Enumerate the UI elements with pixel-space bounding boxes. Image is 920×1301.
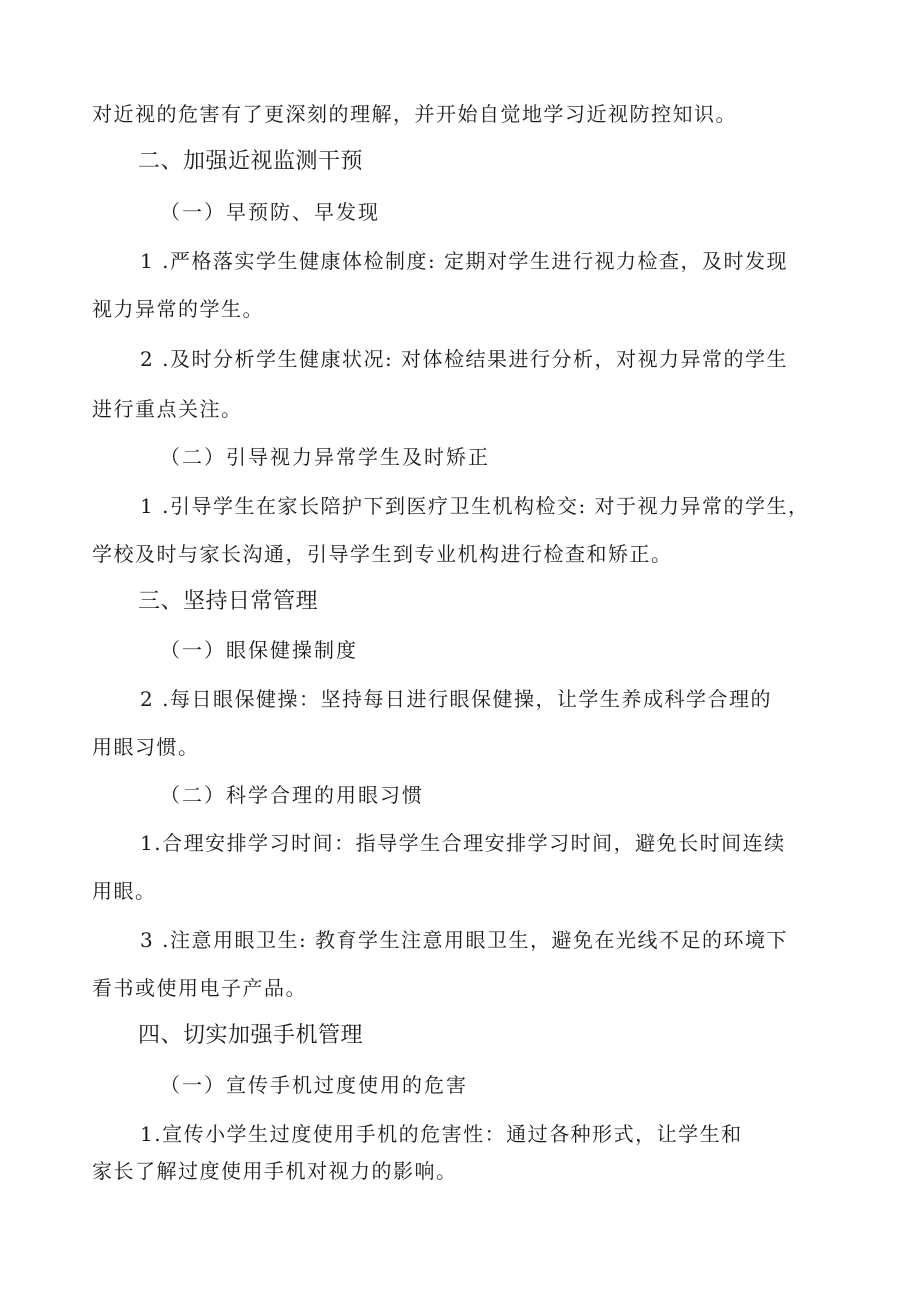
continuation-paragraph: 对近视的危害有了更深刻的理解，并开始自觉地学习近视防控知识。 xyxy=(92,102,737,126)
section-3-sub-2-item-1-line-2: 用眼。 xyxy=(92,879,157,903)
section-2-sub-2-item-1-line-1: 1 .引导学生在家长陪护下到医疗卫生机构检交: 对于视力异常的学生， xyxy=(140,494,810,518)
section-3-heading: 三、坚持日常管理 xyxy=(138,589,319,614)
section-2-sub-1-heading: （一）早预防、早发现 xyxy=(160,200,380,224)
section-3-sub-1-heading: （一）眼保健操制度 xyxy=(160,638,358,662)
section-2-sub-1-item-2-line-1: 2 .及时分析学生健康状况: 对体检结果进行分析，对视力异常的学生 xyxy=(140,347,789,371)
section-2-sub-1-item-1-line-1: 1 .严格落实学生健康体检制度: 定期对学生进行视力检查，及时发现 xyxy=(140,249,789,273)
section-2-sub-1-item-1-line-2: 视力异常的学生。 xyxy=(92,297,264,321)
section-3-sub-2-item-2-line-2: 看书或使用电子产品。 xyxy=(92,976,307,1000)
section-2-sub-2-item-1-line-2: 学校及时与家长沟通，引导学生到专业机构进行检查和矫正。 xyxy=(92,542,673,566)
section-4-heading: 四、切实加强手机管理 xyxy=(138,1023,364,1048)
section-3-sub-1-item-1-line-1: 2 .每日眼保健操：坚持每日进行眼保健操，让学生养成科学合理的 xyxy=(140,687,772,711)
section-3-sub-2-item-2-line-1: 3 .注意用眼卫生: 教育学生注意用眼卫生，避免在光线不足的环境下 xyxy=(140,928,789,952)
section-4-sub-1-heading: （一）宣传手机过度使用的危害 xyxy=(160,1073,468,1097)
section-4-sub-1-item-1-line-2: 家长了解过度使用手机对视力的影响。 xyxy=(92,1159,458,1183)
section-3-sub-2-heading: （二）科学合理的用眼习惯 xyxy=(160,783,424,807)
section-3-sub-1-item-1-line-2: 用眼习惯。 xyxy=(92,735,200,759)
section-3-sub-2-item-1-line-1: 1.合理安排学习时间：指导学生合理安排学习时间，避免长时间连续 xyxy=(140,831,786,855)
section-2-sub-1-item-2-line-2: 进行重点关注。 xyxy=(92,397,243,421)
section-2-heading: 二、加强近视监测干预 xyxy=(138,149,364,174)
section-4-sub-1-item-1-line-1: 1.宣传小学生过度使用手机的危害性：通过各种形式，让学生和 xyxy=(140,1122,743,1146)
section-2-sub-2-heading: （二）引导视力异常学生及时矫正 xyxy=(160,445,490,469)
